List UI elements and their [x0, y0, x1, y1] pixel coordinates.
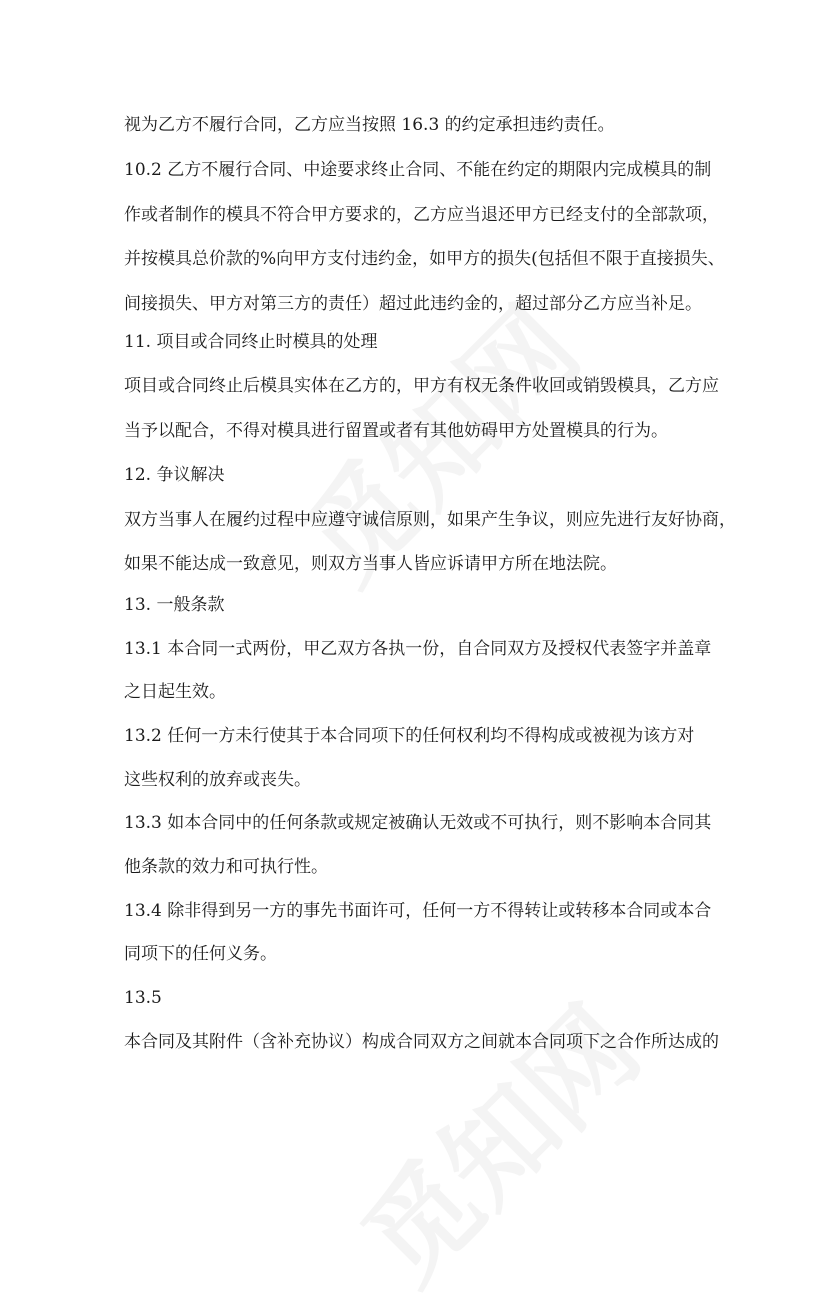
text-line: 作或者制作的模具不符合甲方要求的，乙方应当退还甲方已经支付的全部款项， [124, 205, 719, 225]
text-line: 13.4 除非得到另一方的事先书面许可，任何一方不得转让或转移本合同或本合 [124, 901, 712, 921]
section-heading: 12. 争议解决 [124, 465, 225, 485]
text-line: 他条款的效力和可执行性。 [124, 857, 328, 877]
text-line: 同项下的任何义务。 [124, 944, 277, 964]
watermark [322, 966, 667, 1311]
section-heading: 13. 一般条款 [124, 595, 225, 615]
text-line: 视为乙方不履行合同，乙方应当按照 16.3 的约定承担违约责任。 [124, 115, 615, 135]
text-line: 13.2 任何一方未行使其于本合同项下的任何权利均不得构成或被视为该方对 [124, 726, 695, 746]
text-line: 这些权利的放弃或丧失。 [124, 770, 311, 790]
text-line: 之日起生效。 [124, 682, 226, 702]
section-heading: 11. 项目或合同终止时模具的处理 [124, 332, 378, 352]
text-line: 13.1 本合同一式两份，甲乙双方各执一份，自合同双方及授权代表签字并盖章 [124, 639, 712, 659]
text-line: 项目或合同终止后模具实体在乙方的，甲方有权无条件收回或销毁模具，乙方应 [124, 376, 719, 396]
text-line: 双方当事人在履约过程中应遵守诚信原则，如果产生争议，则应先进行友好协商， [124, 510, 736, 530]
section-heading: 13.5 [124, 988, 162, 1008]
text-line: 10.2 乙方不履行合同、中途要求终止合同、不能在约定的期限内完成模具的制 [124, 160, 712, 180]
text-line: 本合同及其附件（含补充协议）构成合同双方之间就本合同项下之合作所达成的 [124, 1032, 719, 1052]
text-line: 当予以配合，不得对模具进行留置或者有其他妨碍甲方处置模具的行为。 [124, 421, 668, 441]
text-line: 如果不能达成一致意见，则双方当事人皆应诉请甲方所在地法院。 [124, 554, 617, 574]
text-line: 13.3 如本合同中的任何条款或规定被确认无效或不可执行，则不影响本合同其 [124, 813, 712, 833]
text-line: 并按模具总价款的%向甲方支付违约金，如甲方的损失(包括但不限于直接损失、 [124, 249, 725, 269]
text-line: 间接损失、甲方对第三方的责任）超过此违约金的，超过部分乙方应当补足。 [124, 294, 702, 314]
